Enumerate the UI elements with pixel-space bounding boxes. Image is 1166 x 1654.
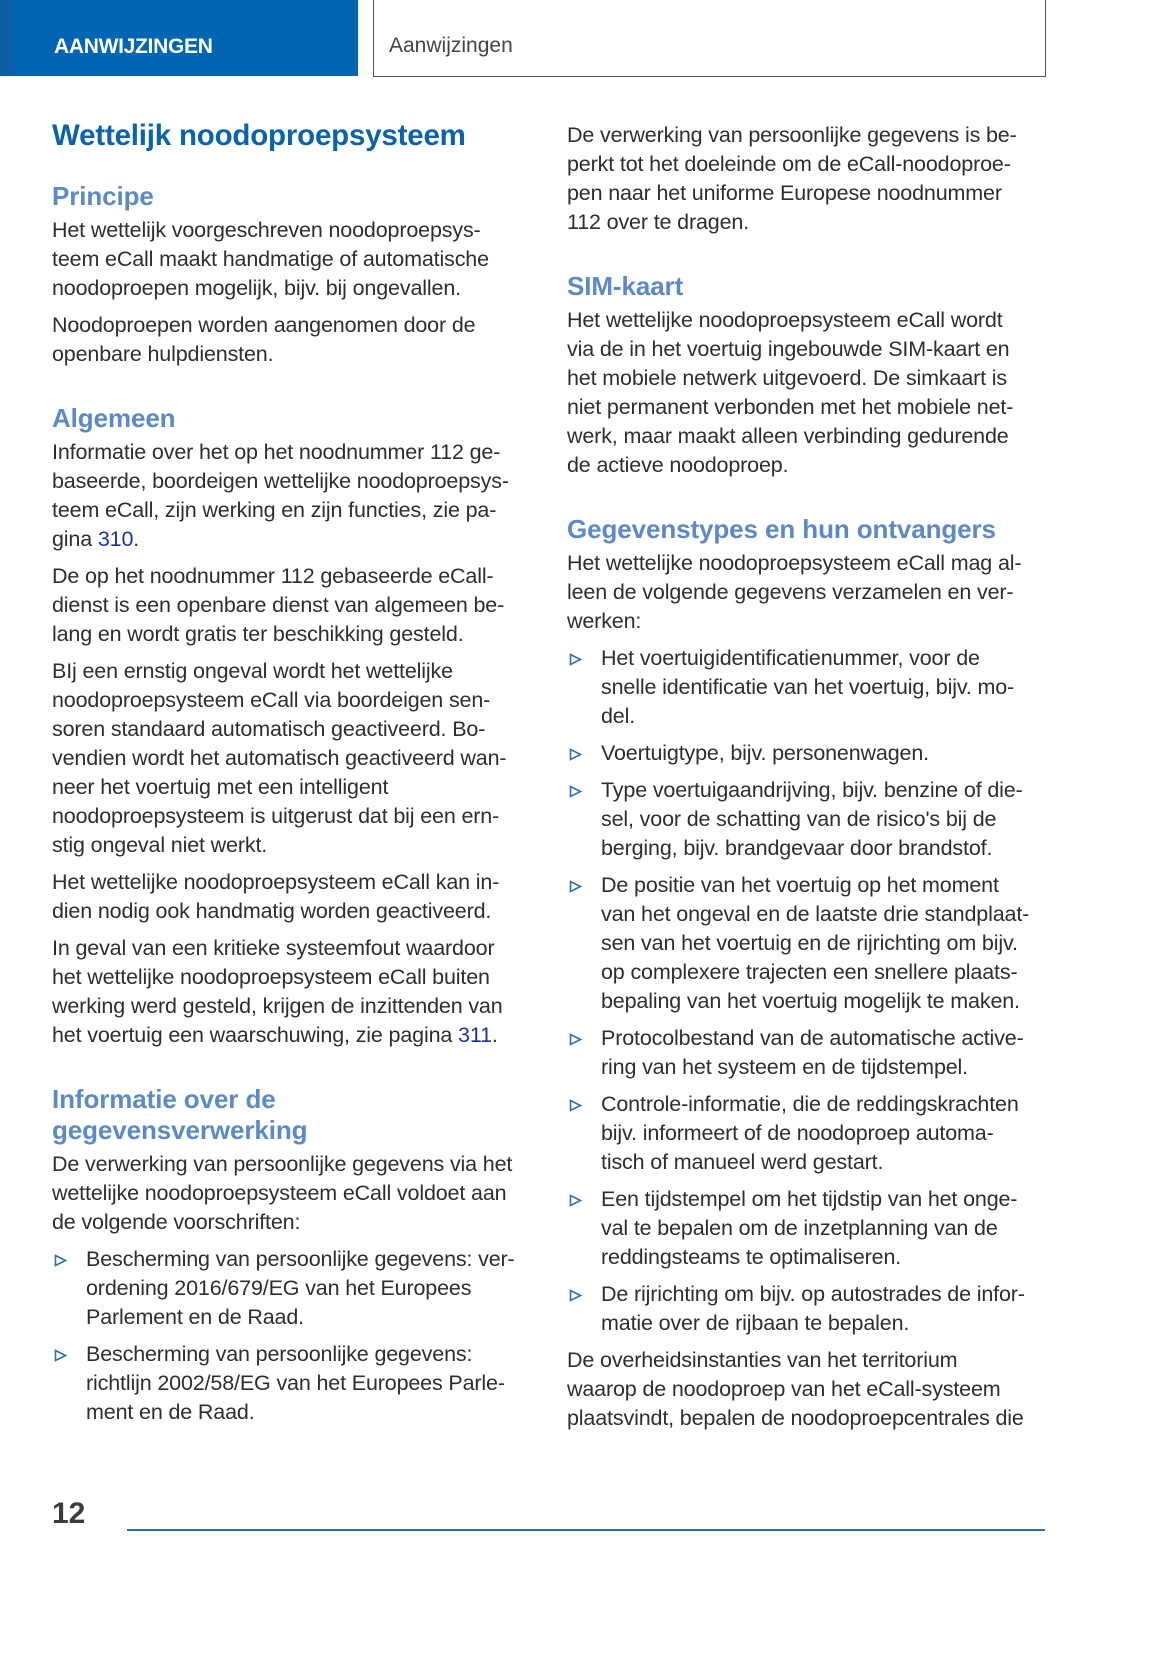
list-item: Protocolbestand van de automatische active- ring van het systeem en de tijdstempel.	[567, 1024, 1045, 1082]
chapter-title: Aanwijzingen	[389, 34, 513, 57]
principe-paragraph-2: Noodoproepen worden aangenomen door de openbare hulpdiensten.	[52, 313, 476, 366]
algemeen-paragraph-5: In geval van een kritieke systeemfout waardoor het wettelijke noodoproepsysteem eCall buiten werking werd gesteld, krijgen de inzittenden van het voertuig een waarschuwing, zie pagina 311.	[52, 936, 503, 1047]
list-item: Bescherming van persoonlijke gegevens: richtlijn 2002/58/EG van het Europees Parle- ment en de Raad.	[52, 1340, 530, 1427]
section-tab-label: AANWIJZINGEN	[54, 35, 213, 58]
algemeen-paragraph-2: De op het noodnummer 112 gebaseerde eCall- dienst is een openbare dienst van algemeen be- lang en wordt gratis ter beschikking gesteld.	[52, 564, 505, 646]
list-item: Type voertuigaandrijving, bijv. benzine of die- sel, voor de schatting van de risico's bij de berging, bijv. brandgevaar door brandstof.	[567, 776, 1045, 863]
page-link-310[interactable]: 310	[97, 527, 134, 551]
algemeen-paragraph-3: BIj een ernstig ongeval wordt het wettelijke noodoproepsysteem eCall via boordeigen sen- soren standaard automatisch geactiveerd. Bo- vendien wordt het automatisch geactiveerd wan- neer het voertuig met een intelligent noodoproepsysteem is uitgerust dat bij een ern- stig ongeval niet werkt.	[52, 659, 507, 857]
right-column	[567, 121, 1045, 1441]
triangle-bullet-icon	[569, 785, 582, 798]
list-item: Het voertuigidentificatienummer, voor de snelle identificatie van het voertuig, bijv. mo- del.	[567, 644, 1045, 731]
list-item: Controle-informatie, die de reddingskrachten bijv. informeert of de noodoproep automa- tisch of manueel werd gestart.	[567, 1090, 1045, 1177]
informatie-paragraph-1: De verwerking van persoonlijke gegevens via het wettelijke noodoproepsysteem eCall voldoet aan de volgende voorschriften:	[52, 1152, 513, 1234]
triangle-bullet-icon	[569, 748, 582, 761]
triangle-bullet-icon	[569, 653, 582, 666]
principe-paragraph-1: Het wettelijk voorgeschreven noodoproepsys- teem eCall maakt handmatige of automatische noodoproepen mogelijk, bijv. bij ongevallen.	[52, 218, 489, 300]
heading-principe: Principe	[52, 181, 154, 211]
list-item: De rijrichting om bijv. op autostrades de infor- matie over de rijbaan te bepalen.	[567, 1280, 1045, 1338]
heading-algemeen: Algemeen	[52, 403, 176, 433]
triangle-bullet-icon	[54, 1349, 67, 1362]
list-item: De positie van het voertuig op het moment van het ongeval en de laatste drie standplaat- sen van het voertuig en de rijrichting om bijv. op complexere trajecten een snellere plaats- bepaling van het voertuig mogelijk te maken.	[567, 871, 1045, 1016]
list-item: Bescherming van persoonlijke gegevens: ver- ordening 2016/679/EG van het Europees Parlement en de Raad.	[52, 1245, 530, 1332]
triangle-bullet-icon	[569, 1033, 582, 1046]
triangle-bullet-icon	[569, 1289, 582, 1302]
triangle-bullet-icon	[569, 1194, 582, 1207]
left-column	[52, 118, 530, 1435]
regulations-list	[52, 1245, 530, 1427]
page-number: 12	[52, 1497, 86, 1530]
triangle-bullet-icon	[569, 880, 582, 893]
triangle-bullet-icon	[569, 1099, 582, 1112]
list-item: Een tijdstempel om het tijdstip van het onge- val te bepalen om de inzetplanning van de reddingsteams te optimaliseren.	[567, 1185, 1045, 1272]
gegevens-paragraph-2: De overheidsinstanties van het territorium waarop de noodoproep van het eCall-systeem plaatsvindt, bepalen de noodoproepcentrales die	[567, 1348, 1024, 1430]
data-types-list	[567, 644, 1045, 1338]
chapter-header-box	[373, 0, 1046, 77]
algemeen-paragraph-1: Informatie over het op het noodnummer 112 ge- baseerde, boordeigen wettelijke noodoproepsys- teem eCall, zijn werking en zijn functies, zie pa- gina 310.	[52, 440, 509, 551]
heading-informatie-gegevensverwerking: Informatie over de gegevensverwerking	[52, 1084, 308, 1145]
sim-paragraph: Het wettelijke noodoproepsysteem eCall wordt via de in het voertuig ingebouwde SIM-kaart en het mobiele netwerk uitgevoerd. De simkaart is niet permanent verbonden met het mobiele net- werk, maar maakt alleen verbinding gedurende de actieve noodoproep.	[567, 308, 1014, 477]
page-link-311[interactable]: 311	[458, 1023, 492, 1047]
page-title: Wettelijk noodoproepsysteem	[52, 119, 466, 152]
list-item: Voertuigtype, bijv. personenwagen.	[567, 739, 1045, 768]
heading-sim-kaart: SIM-kaart	[567, 271, 684, 301]
footer-divider	[127, 1529, 1045, 1531]
triangle-bullet-icon	[54, 1254, 67, 1267]
section-tab	[0, 0, 358, 76]
intro-paragraph: De verwerking van persoonlijke gegevens is be- perkt tot het doeleinde om de eCall-noodoproe- pen naar het uniforme Europese noodnummer 112 over te dragen.	[567, 123, 1017, 234]
gegevens-paragraph-1: Het wettelijke noodoproepsysteem eCall mag al- leen de volgende gegevens verzamelen en ver- werken:	[567, 551, 1022, 633]
heading-gegevenstypes: Gegevenstypes en hun ontvangers	[567, 514, 996, 544]
algemeen-paragraph-4: Het wettelijke noodoproepsysteem eCall kan in- dien nodig ook handmatig worden geactiveerd.	[52, 870, 500, 923]
